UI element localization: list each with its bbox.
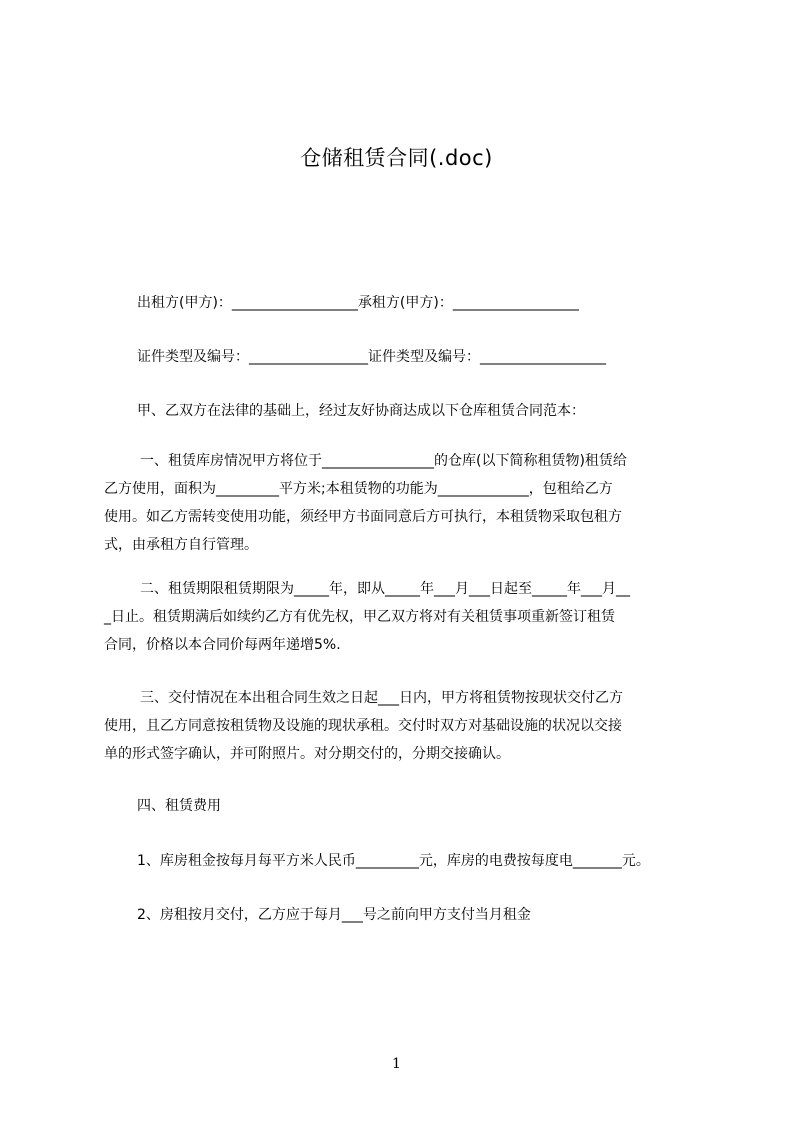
section-1-premises [104, 447, 714, 559]
section-4-heading: 四、租赁费用 [137, 798, 221, 814]
section-1-line-2: 乙方使用，面积为_________平方米;本租赁物的功能为_____________，包租给乙方 [104, 481, 613, 497]
section-4-item-2: 2、房租按月交付，乙方应于每月___号之前向甲方支付当月租金 [137, 907, 531, 923]
document-title: 仓储租赁合同(.doc) [300, 146, 493, 170]
section-3-delivery [104, 684, 714, 768]
parties-line: 出租方(甲方)：__________________承租方(甲方)：__________________ [137, 295, 579, 311]
id-number-line: 证件类型及编号：_________________证件类型及编号：__________________ [137, 349, 606, 365]
section-3-line-3: 单的形式签字确认，并可附照片。对分期交付的，分期交接确认。 [104, 746, 510, 762]
section-3-line-2: 使用，且乙方同意按租赁物及设施的现状承租。交付时双方对基础设施的状况以交接 [104, 718, 622, 734]
section-2-term [104, 575, 714, 659]
intro-paragraph: 甲、乙双方在法律的基础上，经过友好协商达成以下仓库租赁合同范本： [137, 403, 585, 419]
section-1-line-4: 式，由承租方自行管理。 [104, 537, 258, 553]
section-1-line-1: 一、租赁库房情况甲方将位于________________的仓库(以下简称租赁物)租赁给 [140, 453, 627, 469]
section-2-line-1: 二、租赁期限租赁期限为_____年，即从_____年___月___日起至_____年___月__ [140, 581, 630, 597]
section-3-line-1: 三、交付情况在本出租合同生效之日起___日内，甲方将租赁物按现状交付乙方 [140, 690, 623, 706]
section-1-line-3: 使用。如乙方需转变使用功能，须经甲方书面同意后方可执行，本租赁物采取包租方 [104, 509, 622, 525]
section-2-line-3: 合同，价格以本合同价每两年递增5%. [104, 637, 341, 653]
section-4-item-1: 1、库房租金按每月每平方米人民币_________元，库房的电费按每度电_______元。 [137, 853, 650, 869]
section-2-line-2: _日止。租赁期满后如续约乙方有优先权，甲乙双方将对有关租赁事项重新签订租赁 [104, 609, 615, 625]
page-number: 1 [392, 1056, 401, 1072]
